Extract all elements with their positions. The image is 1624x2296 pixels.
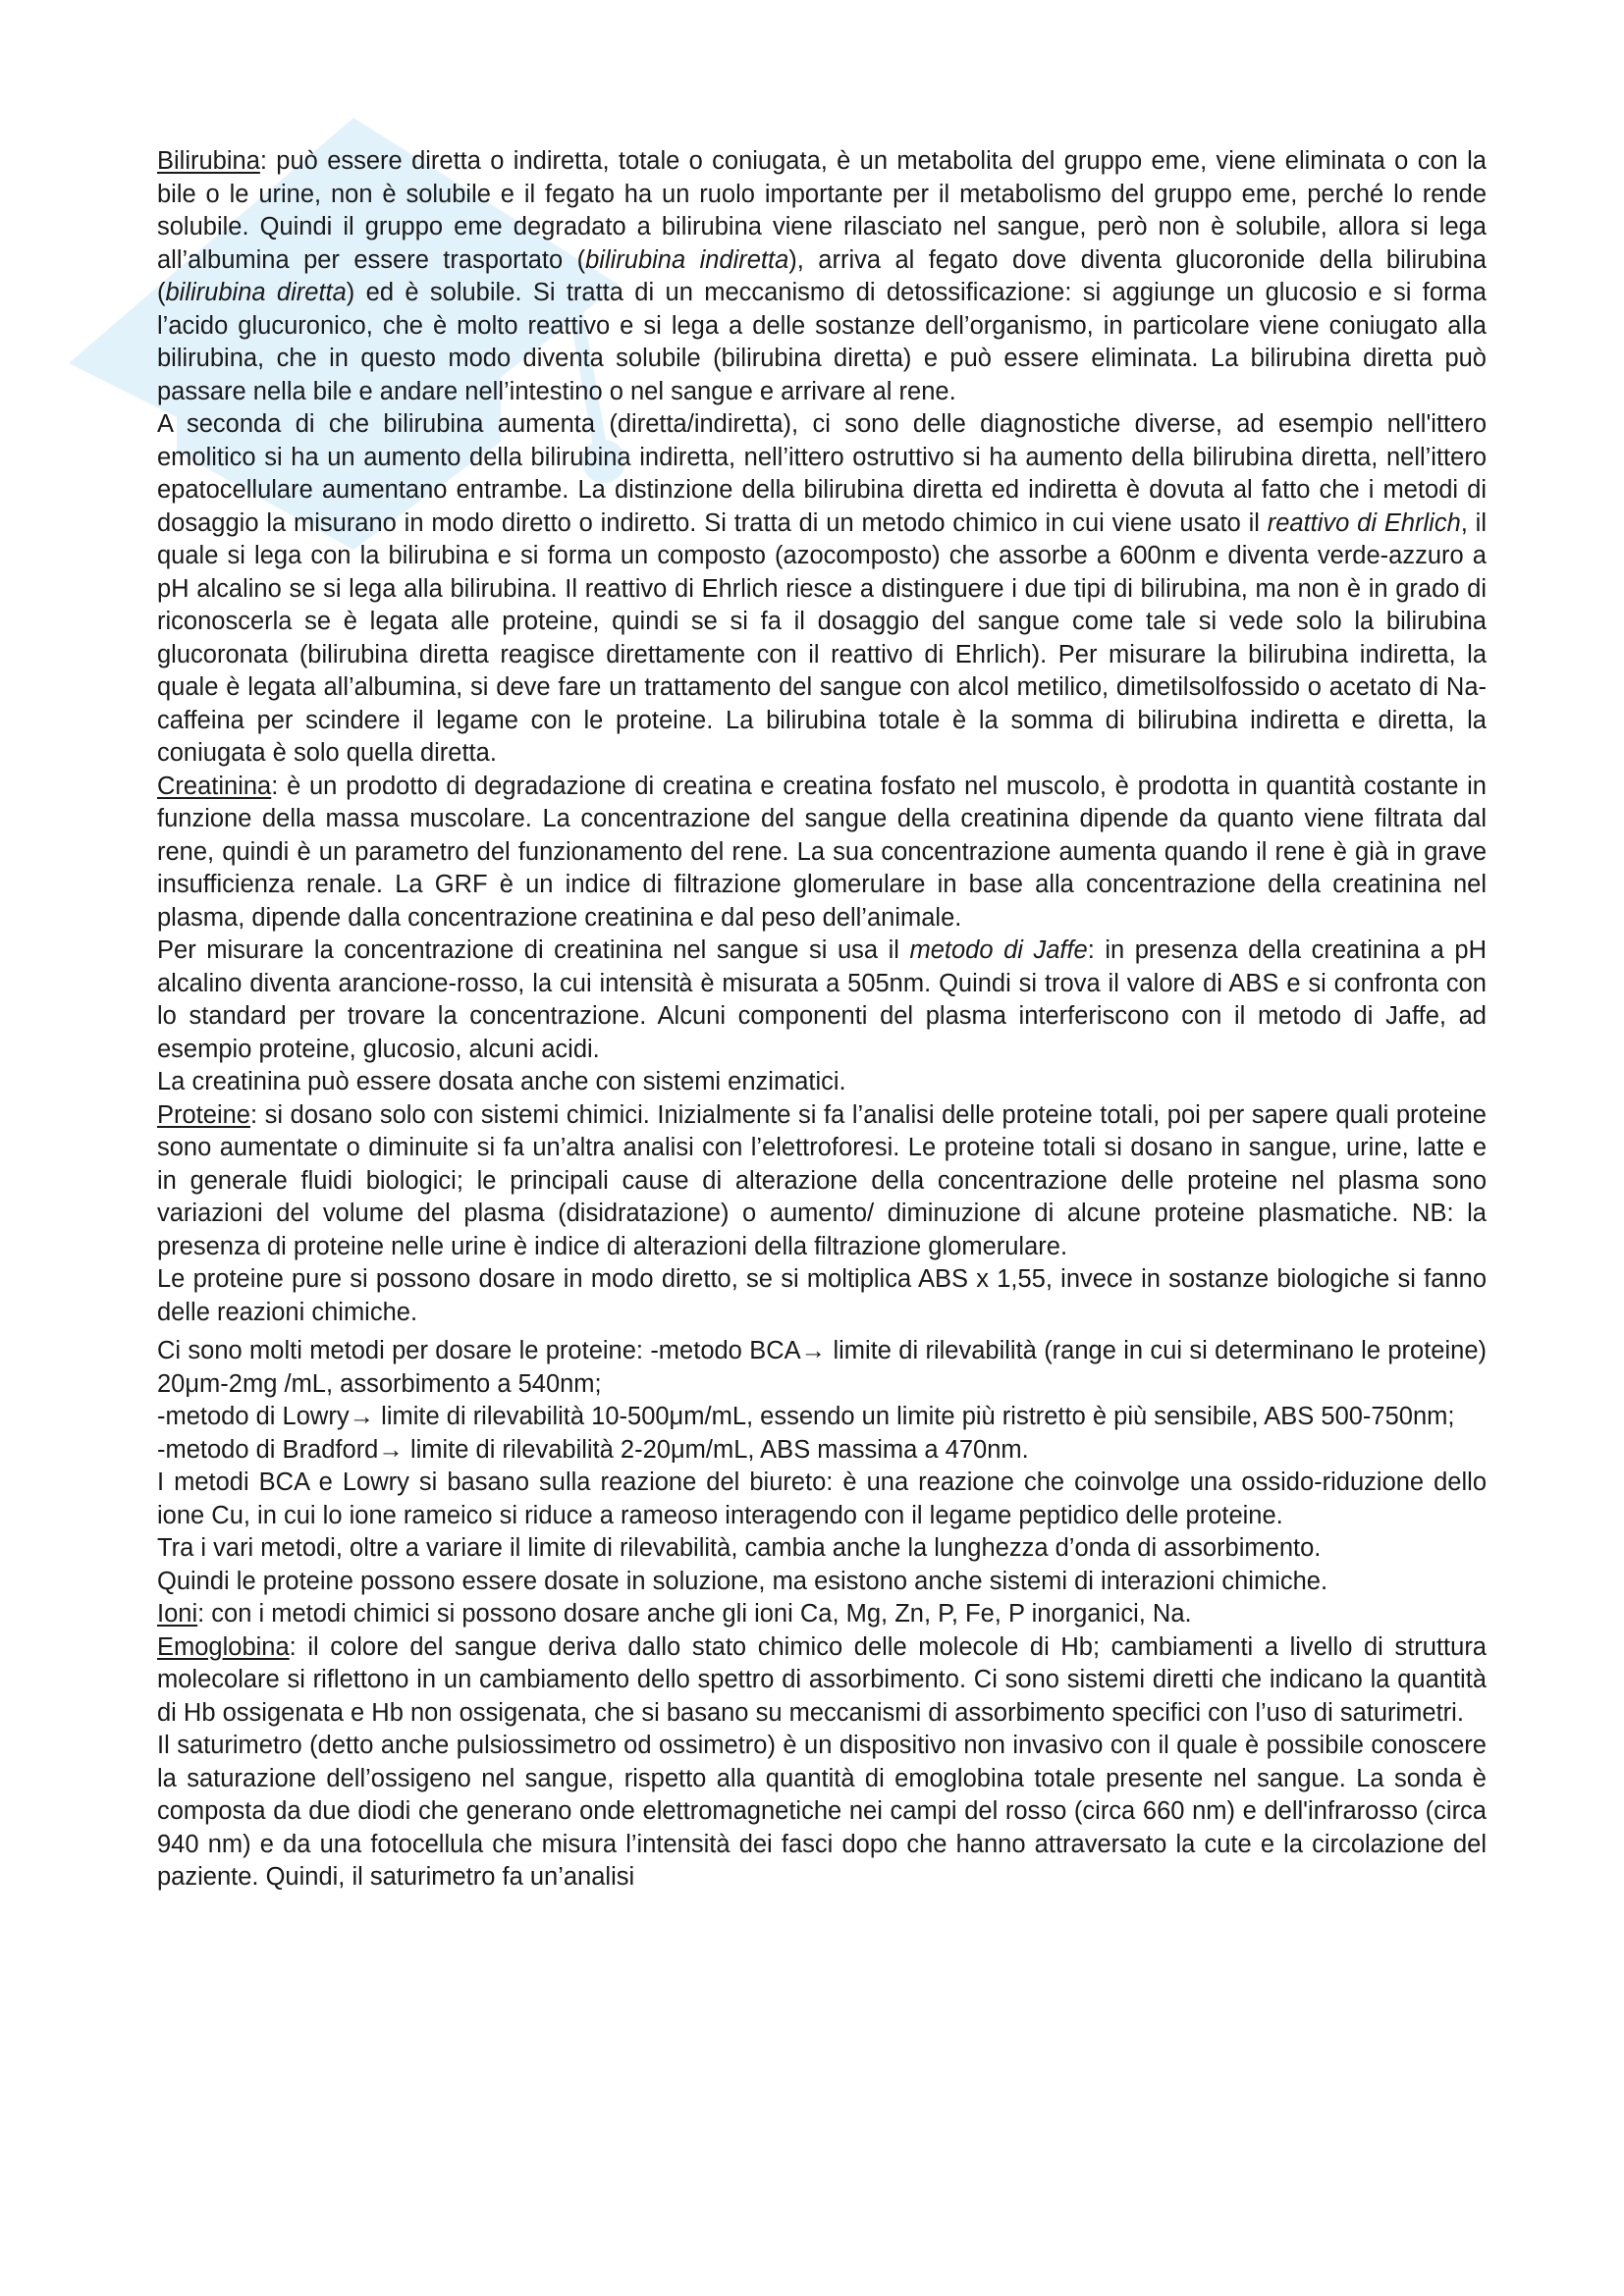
italic-term: metodo di Jaffe	[909, 936, 1088, 964]
text-segment: A seconda di che bilirubina aumenta (diretta/indiretta), ci sono delle diagnostiche diverse, ad esempio nell'ittero emolitico si ha un aumento della bilirubina indiretta, nell’ittero ostruttivo si ha aumento della bilirubina diretta, nell’ittero epatocellulare aumentano entrambe. La distinzione della bilirubina diretta ed indiretta è dovuta al fatto che i metodi di dosaggio la misurano in modo diretto o indiretto. Si tratta di un metodo chimico in cui viene usato il	[157, 410, 1487, 537]
text-segment: Ci sono molti metodi per dosare le proteine: -metodo BCA→ limite di rilevabilità (range in cui si determinano le proteine) 20μm-2mg /mL, assorbimento a 540nm;	[157, 1337, 1487, 1398]
paragraph	[157, 1066, 1487, 1099]
text-segment: : si dosano solo con sistemi chimici. Inizialmente si fa l’analisi delle proteine totali, poi per sapere quali proteine sono aumentate o diminuite si fa un’altra analisi con l’elettroforesi. Le proteine totali si dosano in sangue, urine, latte e in generale fluidi biologici; le principali cause di alterazione della concentrazione delle proteine nel plasma sono variazioni del volume del plasma (disidratazione) o aumento/ diminuzione di alcune proteine plasmatiche. NB: la presenza di proteine nelle urine è indice di alterazioni della filtrazione glomerulare.	[157, 1100, 1487, 1260]
italic-term: reattivo di Ehrlich	[1267, 508, 1461, 537]
text-segment: Tra i vari metodi, oltre a variare il limite di rilevabilità, cambia anche la lunghezza d’onda di assorbimento.	[157, 1534, 1322, 1562]
text-segment: -metodo di Lowry→ limite di rilevabilità 10-500μm/mL, essendo un limite più ristretto è più sensibile, ABS 500-750nm;	[157, 1403, 1455, 1430]
text-segment: Per misurare la concentrazione di creatinina nel sangue si usa il	[157, 936, 910, 964]
text-segment: : può essere diretta o indiretta, totale o coniugata, è un metabolita del gruppo eme, viene eliminata o con la bile o le urine, non è solubile e il fegato ha un ruolo importante per il metabolismo del gruppo eme, perché lo rende solubile. Quindi il gruppo eme degradato a bilirubina viene rilasciato nel sangue, però non è solubile, allora si lega all’albumina per essere trasportato (	[157, 147, 1487, 274]
text-segment: Quindi le proteine possono essere dosate in soluzione, ma esistono anche sistemi di interazioni chimiche.	[157, 1567, 1328, 1595]
section-paragraph-emoglobina	[157, 1631, 1487, 1731]
paragraph	[157, 934, 1487, 1066]
paragraph	[157, 1467, 1487, 1532]
section-term: Proteine	[157, 1100, 250, 1129]
section-paragraph-creatinina	[157, 771, 1487, 935]
paragraph	[157, 1401, 1487, 1434]
text-segment: Le proteine pure si possono dosare in modo diretto, se si moltiplica ABS x 1,55, invece in sostanze biologiche si fanno delle reazioni chimiche.	[157, 1265, 1487, 1326]
document-body	[157, 145, 1487, 1895]
section-term: Emoglobina	[157, 1632, 290, 1661]
text-segment: : in presenza della creatinina a pH alcalino diventa arancione-rosso, la cui intensità è misurata a 505nm. Quindi si trova il valore di ABS e si confronta con lo standard per trovare la concentrazione. Alcuni componenti del plasma interferiscono con il metodo di Jaffe, ad esempio proteine, glucosio, alcuni acidi.	[157, 936, 1487, 1063]
text-segment: La creatinina può essere dosata anche con sistemi enzimatici.	[157, 1068, 846, 1095]
paragraph	[157, 1263, 1487, 1329]
paragraph	[157, 1434, 1487, 1468]
section-paragraph-ioni	[157, 1598, 1487, 1631]
paragraph	[157, 1335, 1487, 1401]
text-segment: : è un prodotto di degradazione di creatina e creatina fosfato nel muscolo, è prodotta in quantità costante in funzione della massa muscolare. La concentrazione del sangue della creatinina dipende da quanto viene filtrata dal rene, quindi è un parametro del funzionamento del rene. La sua concentrazione aumenta quando il rene è già in grave insufficienza renale. La GRF è un indice di filtrazione glomerulare in base alla concentrazione della creatinina nel plasma, dipende dalla concentrazione creatinina e dal peso dell’animale.	[157, 772, 1487, 932]
section-term: Creatinina	[157, 772, 272, 800]
text-segment: , il quale si lega con la bilirubina e si forma un composto (azocomposto) che assorbe a 600nm e diventa verde-azzuro a pH alcalino se si lega alla bilirubina. Il reattivo di Ehrlich riesce a distinguere i due tipi di bilirubina, ma non è in grado di riconoscerla se è legata alle proteine, quindi se si fa il dosaggio del sangue come tale si vede solo la bilirubina glucoronata (bilirubina diretta reagisce direttamente con il reattivo di Ehrlich). Per misurare la bilirubina indiretta, la quale è legata all’albumina, si deve fare un trattamento del sangue con alcol metilico, dimetilsolfossido o acetato di Na-caffeina per scindere il legame con le proteine. La bilirubina totale è la somma di bilirubina indiretta e diretta, la coniugata è solo quella diretta.	[157, 508, 1488, 767]
paragraph	[157, 408, 1487, 771]
italic-term: bilirubina indiretta	[585, 245, 789, 274]
italic-term: bilirubina diretta	[165, 279, 347, 306]
text-segment: ) ed è solubile. Si tratta di un meccanismo di detossificazione: si aggiunge un glucosio e si forma l’acido glucuronico, che è molto reattivo e si lega a delle sostanze dell’organismo, in particolare viene coniugato alla bilirubina, che in questo modo diventa solubile (bilirubina diretta) e può essere eliminata. La bilirubina diretta può passare nella bile e andare nell’intestino o nel sangue e arrivare al rene.	[157, 279, 1487, 405]
paragraph	[157, 1532, 1487, 1566]
section-paragraph-bilirubina	[157, 145, 1487, 408]
paragraph	[157, 1566, 1487, 1599]
section-paragraph-proteine	[157, 1099, 1487, 1264]
paragraph	[157, 1730, 1487, 1895]
section-term: Ioni	[157, 1600, 198, 1628]
text-segment: -metodo di Bradford→ limite di rilevabilità 2-20μm/mL, ABS massima a 470nm.	[157, 1435, 1029, 1464]
text-segment: I metodi BCA e Lowry si basano sulla reazione del biureto: è una reazione che coinvolge una ossido-riduzione dello ione Cu, in cui lo ione rameico si riduce a rameoso interagendo con il legame peptidico delle proteine.	[157, 1468, 1487, 1529]
text-segment: : il colore del sangue deriva dallo stato chimico delle molecole di Hb; cambiamenti a livello di struttura molecolare si riflettono in un cambiamento dello spettro di assorbimento. Ci sono sistemi diretti che indicano la quantità di Hb ossigenata e Hb non ossigenata, che si basano su meccanismi di assorbimento specifici con l’uso di saturimetri.	[157, 1632, 1487, 1727]
section-term: Bilirubina	[157, 147, 260, 175]
text-segment: : con i metodi chimici si possono dosare anche gli ioni Ca, Mg, Zn, P, Fe, P inorganici, Na.	[197, 1600, 1192, 1628]
text-segment: ), arriva al fegato dove diventa glucoronide della bilirubina (	[157, 245, 1487, 306]
text-segment: Il saturimetro (detto anche pulsiossimetro od ossimetro) è un dispositivo non invasivo con il quale è possibile conoscere la saturazione dell’ossigeno nel sangue, rispetto alla quantità di emoglobina totale presente nel sangue. La sonda è composta da due diodi che generano onde elettromagnetiche nei campi del rosso (circa 660 nm) e dell'infrarosso (circa 940 nm) e da una fotocellula che misura l’intensità dei fasci dopo che hanno attraversato la cute e la circolazione del paziente. Quindi, il saturimetro fa un’analisi	[157, 1732, 1487, 1891]
